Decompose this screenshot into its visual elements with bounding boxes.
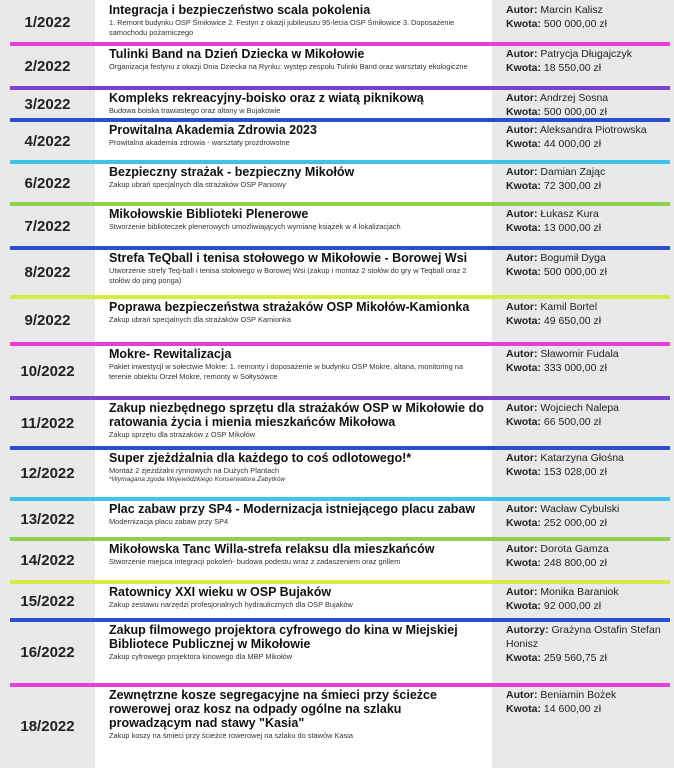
amount-label: Kwota: <box>506 416 541 428</box>
amount-value: 92 000,00 zł <box>543 600 602 612</box>
author-line <box>506 347 666 361</box>
author-label: Autor: <box>506 48 538 60</box>
amount-label: Kwota: <box>506 18 541 30</box>
project-row <box>0 448 674 499</box>
project-number: 3/2022 <box>0 88 95 120</box>
project-title: Zewnętrzne kosze segregacyjne na śmieci przy ścieżce rowerowej oraz kosz na odpady ogólne na szlaku prowadzącym nad stawy "Kasia" <box>109 688 437 730</box>
amount-line <box>506 361 666 375</box>
row-separator <box>10 202 670 206</box>
project-meta <box>492 448 674 499</box>
author-line <box>506 3 666 17</box>
row-separator <box>10 295 670 299</box>
author-name: Damian Zając <box>540 166 606 178</box>
row-separator <box>10 618 670 622</box>
project-description: Stworzenie biblioteczek plenerowych umożliwiających wymianę książek w 4 lokalizacjach <box>109 222 401 231</box>
amount-label: Kwota: <box>506 222 541 234</box>
project-meta <box>492 344 674 398</box>
author-name: Sławomir Fudala <box>540 348 619 360</box>
author-name: Monika Baraniok <box>540 586 619 598</box>
project-meta <box>492 297 674 344</box>
amount-value: 49 650,00 zł <box>543 315 602 327</box>
amount-value: 252 000,00 zł <box>543 517 607 529</box>
author-label: Autor: <box>506 4 538 16</box>
amount-label: Kwota: <box>506 138 541 150</box>
author-name: Aleksandra Piotrowska <box>539 124 647 136</box>
project-description: Zakup sprzętu dla strażaków z OSP Mikołów <box>109 430 256 439</box>
amount-label: Kwota: <box>506 557 541 569</box>
amount-label: Kwota: <box>506 62 541 74</box>
project-number: 7/2022 <box>0 204 95 248</box>
author-label: Autor: <box>506 252 538 264</box>
project-description: Montaż 2 zjeżdżalni rynnowych na Dużych Plantach <box>109 466 280 475</box>
project-info <box>95 248 492 297</box>
author-line <box>506 300 666 314</box>
amount-label: Kwota: <box>506 180 541 192</box>
amount-label: Kwota: <box>506 315 541 327</box>
author-label: Autor: <box>506 689 538 701</box>
amount-line <box>506 179 666 193</box>
project-meta <box>492 88 674 120</box>
author-name: Wojciech Nalepa <box>540 402 620 414</box>
amount-line <box>506 137 666 151</box>
amount-value: 18 550,00 zł <box>543 62 602 74</box>
amount-label: Kwota: <box>506 106 541 118</box>
amount-label: Kwota: <box>506 652 541 664</box>
project-number: 11/2022 <box>0 398 95 448</box>
author-label: Autor: <box>506 166 538 178</box>
project-description: Zakup ubrań specjalnych dla strażaków OSP Paniowy <box>109 180 286 189</box>
project-description: 1. Remont budynku OSP Śmiłowice 2. Festyn z okazji jubileuszu 95-lecia OSP Śmiłowice 3. Doposażenie samochodu pożarniczego <box>109 18 455 37</box>
project-info <box>95 448 492 499</box>
amount-label: Kwota: <box>506 517 541 529</box>
author-name: Patrycja Długajczyk <box>540 48 633 60</box>
row-separator <box>10 396 670 400</box>
project-meta <box>492 204 674 248</box>
author-label: Autorzy: <box>506 624 549 636</box>
project-title: Super zjeżdżalnia dla każdego to coś odlotowego!* <box>109 451 412 465</box>
row-separator <box>10 497 670 501</box>
author-label: Autor: <box>506 301 538 313</box>
amount-line <box>506 556 666 570</box>
row-separator <box>10 342 670 346</box>
project-description: Zakup ubrań specjalnych dla strażaków OSP Kamionka <box>109 315 291 324</box>
author-line <box>506 623 666 651</box>
project-meta <box>492 162 674 204</box>
project-title: Tulinki Band na Dzień Dziecka w Mikołowie <box>109 47 365 61</box>
project-info <box>95 344 492 398</box>
amount-value: 333 000,00 zł <box>543 362 607 374</box>
project-title: Mokre- Rewitalizacja <box>109 347 232 361</box>
project-row <box>0 204 674 248</box>
row-separator <box>10 246 670 250</box>
author-name: Łukasz Kura <box>540 208 599 220</box>
author-name: Katarzyna Głośna <box>540 452 624 464</box>
project-row <box>0 120 674 162</box>
project-meta <box>492 120 674 162</box>
amount-value: 248 800,00 zł <box>543 557 607 569</box>
project-title: Bezpieczny strażak - bezpieczny Mikołów <box>109 165 355 179</box>
author-label: Autor: <box>506 503 538 515</box>
amount-value: 13 000,00 zł <box>543 222 602 234</box>
project-meta <box>492 44 674 88</box>
project-meta <box>492 499 674 539</box>
project-row <box>0 582 674 620</box>
project-meta <box>492 0 674 44</box>
project-row <box>0 0 674 44</box>
author-name: Andrzej Sosna <box>539 92 609 104</box>
author-line <box>506 47 666 61</box>
project-info <box>95 120 492 162</box>
amount-line <box>506 651 666 665</box>
project-title: Zakup niezbędnego sprzętu dla strażaków OSP w Mikołowie do ratowania życia i mienia mieszkańców Mikołowa <box>109 401 484 429</box>
author-line <box>506 451 666 465</box>
row-separator <box>10 160 670 164</box>
project-row <box>0 499 674 539</box>
project-title: Prowitalna Akademia Zdrowia 2023 <box>109 123 317 137</box>
author-label: Autor: <box>506 543 538 555</box>
project-info <box>95 162 492 204</box>
project-number: 13/2022 <box>0 499 95 539</box>
author-label: Autor: <box>506 208 538 220</box>
project-title: Strefa TeQball i tenisa stołowego w Mikołowie - Borowej Wsi <box>109 251 468 265</box>
project-row <box>0 344 674 398</box>
amount-line <box>506 599 666 613</box>
project-number: 4/2022 <box>0 120 95 162</box>
amount-value: 72 300,00 zł <box>543 180 602 192</box>
project-number: 12/2022 <box>0 448 95 499</box>
project-number: 9/2022 <box>0 297 95 344</box>
project-note: *Wymagana zgoda Wojewódzkiego Konserwatora Zabytków <box>109 475 286 483</box>
project-description: Zakup koszy na śmieci przy ścieżce rowerowej na szlaku do stawów Kasia <box>109 731 353 740</box>
project-title: Poprawa bezpieczeństwa strażaków OSP Mikołów-Kamionka <box>109 300 470 314</box>
project-info <box>95 204 492 248</box>
row-separator <box>10 86 670 90</box>
author-label: Autor: <box>506 92 538 104</box>
author-line <box>506 123 666 137</box>
row-separator <box>10 446 670 450</box>
author-name: Bogumił Dyga <box>540 252 606 264</box>
project-description: Prowitalna akademia zdrowia - warsztaty prozdrowotne <box>109 138 290 147</box>
project-row <box>0 620 674 685</box>
author-label: Autor: <box>506 586 538 598</box>
project-row <box>0 44 674 88</box>
project-info <box>95 620 492 685</box>
author-line <box>506 91 666 105</box>
project-description: Pakiet inwestycji w sołectwie Mokre: 1. remonty i doposażenie w budynku OSP Mokre, altana, monitoring na terenie obiektu Orzeł Mokre, remonty w Sołtysówce <box>109 362 463 381</box>
project-row <box>0 162 674 204</box>
amount-label: Kwota: <box>506 600 541 612</box>
amount-value: 500 000,00 zł <box>543 266 607 278</box>
amount-line <box>506 221 666 235</box>
project-row <box>0 539 674 582</box>
author-line <box>506 251 666 265</box>
project-description: Utworzenie strefy Teq-ball i tenisa stołowego w Borowej Wsi (zakup i montaż 2 stołów do gry w Teqball oraz 2 stołów do ping ponga) <box>109 266 467 285</box>
project-info <box>95 297 492 344</box>
project-info <box>95 499 492 539</box>
row-separator <box>10 683 670 687</box>
amount-line <box>506 17 666 31</box>
row-separator <box>10 580 670 584</box>
project-description: Modernizacja placu zabaw przy SP4 <box>109 517 229 526</box>
author-name: Dorota Gamza <box>540 543 609 555</box>
project-title: Plac zabaw przy SP4 - Modernizacja istniejącego placu zabaw <box>109 502 476 516</box>
project-meta <box>492 685 674 768</box>
amount-line <box>506 516 666 530</box>
project-meta <box>492 398 674 448</box>
project-info <box>95 44 492 88</box>
amount-line <box>506 465 666 479</box>
project-meta <box>492 620 674 685</box>
author-label: Autor: <box>506 452 538 464</box>
author-line <box>506 688 666 702</box>
project-number: 8/2022 <box>0 248 95 297</box>
project-row <box>0 297 674 344</box>
project-row <box>0 685 674 768</box>
project-number: 16/2022 <box>0 620 95 685</box>
project-description: Budowa boiska trawiastego oraz altany w Bujakowie <box>109 106 281 115</box>
project-number: 10/2022 <box>0 344 95 398</box>
author-name: Kamil Bortel <box>540 301 598 313</box>
amount-line <box>506 415 666 429</box>
author-line <box>506 502 666 516</box>
amount-line <box>506 61 666 75</box>
author-name: Grażyna Ostafin Stefan Honisz <box>506 624 661 650</box>
author-label: Autor: <box>506 402 538 414</box>
amount-label: Kwota: <box>506 362 541 374</box>
project-description: Zakup cyfrowego projektora kinowego dla MBP Mikołów <box>109 652 293 661</box>
project-number: 14/2022 <box>0 539 95 582</box>
project-title: Integracja i bezpieczeństwo scala pokolenia <box>109 3 371 17</box>
project-number: 2/2022 <box>0 44 95 88</box>
project-meta <box>492 248 674 297</box>
project-description: Stworzenie miejsca integracji pokoleń- budowa podestu wraz z zadaszeniem oraz grillem <box>109 557 401 566</box>
author-line <box>506 401 666 415</box>
project-meta <box>492 539 674 582</box>
project-number: 18/2022 <box>0 685 95 768</box>
project-row <box>0 398 674 448</box>
project-info <box>95 539 492 582</box>
amount-value: 259 560,75 zł <box>543 652 607 664</box>
amount-label: Kwota: <box>506 703 541 715</box>
amount-value: 153 028,00 zł <box>543 466 607 478</box>
author-line <box>506 165 666 179</box>
project-info <box>95 398 492 448</box>
row-separator <box>10 537 670 541</box>
project-description: Organizacja festynu z okazji Dnia Dziecka na Rynku: występ zespołu Tulinki Band oraz warsztaty ekologiczne <box>109 62 468 71</box>
amount-value: 44 000,00 zł <box>543 138 602 150</box>
project-info <box>95 88 492 120</box>
amount-value: 500 000,00 zł <box>543 18 607 30</box>
amount-line <box>506 265 666 279</box>
project-meta <box>492 582 674 620</box>
author-line <box>506 207 666 221</box>
project-row <box>0 248 674 297</box>
author-label: Autor: <box>506 348 538 360</box>
amount-label: Kwota: <box>506 466 541 478</box>
author-name: Beniamin Bożek <box>540 689 617 701</box>
author-name: Marcin Kalisz <box>540 4 603 16</box>
author-line <box>506 585 666 599</box>
project-number: 6/2022 <box>0 162 95 204</box>
project-info <box>95 685 492 768</box>
amount-line <box>506 105 666 119</box>
project-number: 15/2022 <box>0 582 95 620</box>
author-line <box>506 542 666 556</box>
project-info <box>95 0 492 44</box>
project-title: Ratownicy XXI wieku w OSP Bujaków <box>109 585 332 599</box>
author-label: Autor: <box>506 124 538 136</box>
row-separator <box>10 118 670 122</box>
amount-label: Kwota: <box>506 266 541 278</box>
project-info <box>95 582 492 620</box>
amount-value: 66 500,00 zł <box>543 416 602 428</box>
project-title: Mikołowskie Biblioteki Plenerowe <box>109 207 309 221</box>
author-name: Wacław Cybulski <box>540 503 620 515</box>
project-title: Zakup filmowego projektora cyfrowego do kina w Miejskiej Bibliotece Publicznej w Mikołowie <box>109 623 458 651</box>
project-title: Kompleks rekreacyjny-boisko oraz z wiatą piknikową <box>109 91 424 105</box>
amount-value: 500 000,00 zł <box>543 106 607 118</box>
project-description: Zakup zestawu narzędzi profesjonalnych hydraulicznych dla OSP Bujaków <box>109 600 353 609</box>
project-number: 1/2022 <box>0 0 95 44</box>
amount-value: 14 600,00 zł <box>543 703 602 715</box>
project-row <box>0 88 674 120</box>
amount-line <box>506 314 666 328</box>
project-title: Mikołowska Tanc Willa-strefa relaksu dla mieszkańców <box>109 542 435 556</box>
row-separator <box>10 42 670 46</box>
amount-line <box>506 702 666 716</box>
